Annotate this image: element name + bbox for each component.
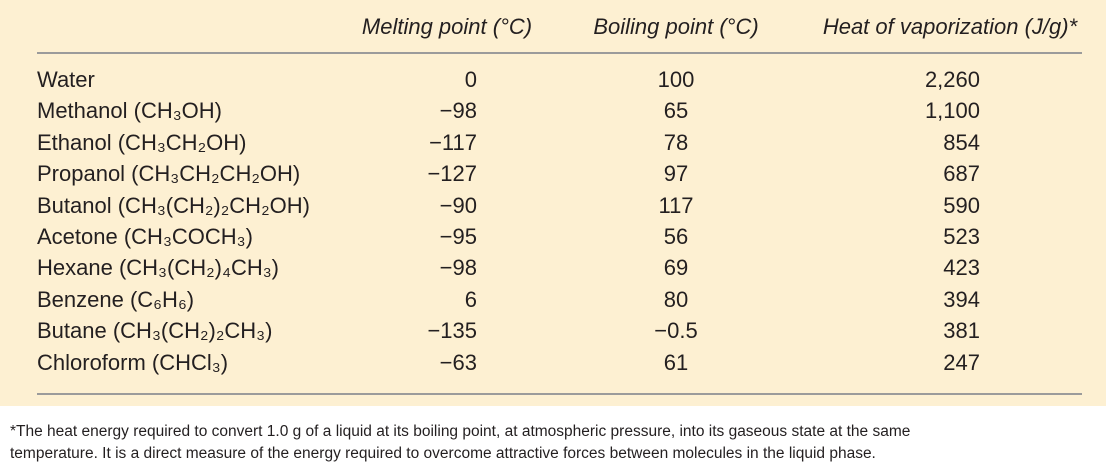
boiling-point-value: −0.5 — [654, 318, 698, 344]
boiling-point-value: 69 — [663, 255, 689, 281]
footnote-line-2: temperature. It is a direct measure of the energy required to overcome attractive forces between molecules in the liquid phase. — [10, 445, 876, 462]
heat-of-vaporization-value: 2,260 — [924, 67, 980, 92]
table-row — [0, 95, 1106, 127]
compound-name: Water — [37, 67, 95, 92]
melting-point-value: −63 — [439, 349, 477, 375]
boiling-point-value: 78 — [663, 129, 689, 155]
melting-point-value: −95 — [439, 224, 477, 249]
compound-name: Chloroform (CHCl₃) — [37, 349, 229, 375]
compound-name: Ethanol (CH₃CH₂OH) — [37, 129, 247, 155]
boiling-point-value: 61 — [663, 349, 689, 375]
melting-point-value: −98 — [439, 98, 477, 124]
melting-point-value: −135 — [427, 318, 477, 344]
column-header-boiling-point: Boiling point (°C) — [593, 14, 759, 39]
table-row — [0, 127, 1106, 159]
boiling-point-value: 80 — [663, 286, 689, 312]
compound-name: Butanol (CH₃(CH₂)₂CH₂OH) — [37, 192, 310, 218]
boiling-point-value: 100 — [657, 67, 695, 92]
heat-of-vaporization-value: 590 — [943, 192, 980, 218]
melting-point-value: −98 — [439, 255, 477, 281]
heat-of-vaporization-value: 394 — [943, 286, 980, 312]
footer-divider — [37, 393, 1082, 395]
compound-name: Methanol (CH₃OH) — [37, 98, 223, 124]
footnote — [10, 421, 1100, 465]
header-divider — [37, 52, 1082, 54]
boiling-point-value: 117 — [658, 192, 694, 218]
boiling-point-value: 97 — [663, 161, 689, 187]
table-header — [0, 0, 1106, 50]
heat-of-vaporization-value: 247 — [943, 349, 980, 375]
melting-point-value: −127 — [427, 161, 477, 187]
table-row — [0, 315, 1106, 347]
table-row — [0, 347, 1106, 379]
footnote-line-1: *The heat energy required to convert 1.0 g of a liquid at its boiling point, at atmospheric pressure, into its gaseous state at the same — [10, 423, 911, 440]
compound-name: Acetone (CH₃COCH₃) — [37, 224, 253, 249]
table-row — [0, 158, 1106, 190]
boiling-point-value: 65 — [663, 98, 689, 124]
heat-of-vaporization-value: 1,100 — [924, 98, 980, 124]
compound-name: Benzene (C₆H₆) — [37, 286, 195, 312]
heat-of-vaporization-value: 423 — [943, 255, 980, 281]
boiling-point-value: 56 — [663, 224, 689, 249]
table-row — [0, 190, 1106, 222]
column-header-heat-of-vaporization: Heat of vaporization (J/g)* — [822, 14, 1078, 39]
heat-of-vaporization-value: 854 — [943, 129, 980, 155]
column-header-melting-point: Melting point (°C) — [361, 14, 533, 39]
compound-name: Propanol (CH₃CH₂CH₂OH) — [37, 161, 301, 187]
table-row — [0, 221, 1106, 253]
table-row — [0, 252, 1106, 284]
heat-of-vaporization-value: 381 — [943, 318, 980, 344]
heat-of-vaporization-value: 523 — [943, 224, 980, 249]
table-row — [0, 284, 1106, 316]
table-row — [0, 64, 1106, 96]
melting-point-value: −90 — [439, 192, 477, 218]
melting-point-value: 6 — [464, 286, 477, 312]
melting-point-value: 0 — [464, 67, 477, 92]
heat-of-vaporization-value: 687 — [943, 161, 980, 187]
melting-point-value: −117 — [429, 129, 477, 155]
compound-name: Butane (CH₃(CH₂)₂CH₃) — [37, 318, 273, 344]
compound-name: Hexane (CH₃(CH₂)₄CH₃) — [37, 255, 280, 281]
